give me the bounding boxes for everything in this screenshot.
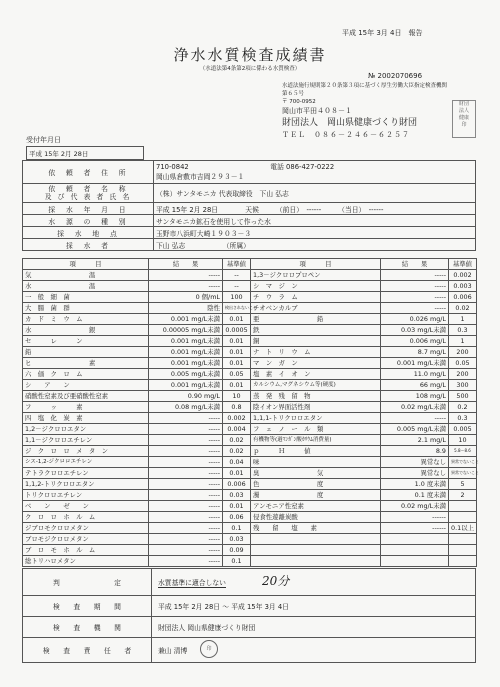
issuer-name: 財団法人 岡山県健康づくり財団 [282, 118, 418, 128]
item-name-right: 蒸 発 残 留 物 [251, 391, 381, 402]
header-result-left: 結 果 [149, 259, 223, 270]
label-water-source: 水 源 の 種 別 [23, 215, 154, 227]
row-sampling-date [23, 203, 476, 215]
item-standard-right: 0.005 [449, 424, 477, 435]
label-sampling-date: 採 水 年 月 日 [23, 203, 154, 215]
received-date-box [26, 146, 144, 160]
item-result-left: 0.001 mg/L未満 [149, 314, 223, 325]
item-result-right [381, 556, 449, 567]
item-result-right: 11.0 mg/L [381, 369, 449, 380]
item-result-left: ----- [149, 446, 223, 457]
item-standard-left: 100 [223, 292, 251, 303]
item-name-right: 濁 度 [251, 490, 381, 501]
item-result-right: 0.001 mg/L未満 [381, 358, 449, 369]
item-result-right: 異常なし [381, 468, 449, 479]
item-standard-right: 2 [449, 490, 477, 501]
item-result-left: 0.00005 mg/L未満 [149, 325, 223, 336]
header-item-left: 項 目 [23, 259, 149, 270]
item-result-left: ----- [149, 556, 223, 567]
item-standard-right: 0.003 [449, 281, 477, 292]
item-name-right [251, 534, 381, 545]
item-name-left: ヒ 素 [23, 358, 149, 369]
item-standard-left: 0.01 [223, 468, 251, 479]
table-row [23, 391, 477, 402]
item-name-right: 味 [251, 457, 381, 468]
item-name-right: 1,3－ジクロロプロペン [251, 270, 381, 281]
item-result-right: ----- [381, 303, 449, 314]
item-name-left: 1,2－ジクロロエタン [23, 424, 149, 435]
value-name: （株）サンタモニカ 代表取締役 下山 弘志 [154, 184, 476, 203]
header-item-right: 項 目 [251, 259, 381, 270]
item-result-left: ----- [149, 490, 223, 501]
item-result-left: ----- [149, 468, 223, 479]
item-result-left: 陰性 [149, 303, 223, 314]
value-water-source: サンタモニカ鉱石を使用して作った水 [154, 215, 476, 227]
item-name-left: トリクロロエチレン [23, 490, 149, 501]
table-row [23, 446, 477, 457]
item-name-left: ベ ン ゼ ン [23, 501, 149, 512]
judgment-handwritten-sign: 20分 [262, 574, 290, 588]
label-sampling-point: 採 水 地 点 [23, 227, 154, 239]
results-table [22, 258, 477, 567]
row-test-period [23, 596, 476, 617]
label-judgment: 判 定 [23, 569, 152, 596]
report-number: № 2002070696 [368, 72, 423, 80]
item-name-left: 硝酸性窒素及び亜硝酸性窒素 [23, 391, 149, 402]
item-result-right: 66 mg/L [381, 380, 449, 391]
item-standard-right: 500 [449, 391, 477, 402]
item-name-right: 1,1,1-トリクロロエタン [251, 413, 381, 424]
item-result-left: ----- [149, 534, 223, 545]
header-result-right: 結 果 [381, 259, 449, 270]
item-name-right: 有機物等(過ﾏﾝｶﾞﾝ酸ｶﾘｳﾑ消費量) [251, 435, 381, 446]
item-result-left: 0 個/mL [149, 292, 223, 303]
item-result-left: 0.005 mg/L未満 [149, 369, 223, 380]
item-name-left: 水 銀 [23, 325, 149, 336]
item-name-right: 銅 [251, 336, 381, 347]
table-row [23, 556, 477, 567]
item-result-left: ----- [149, 457, 223, 468]
item-name-left: 1,1,2-トリクロロエタン [23, 479, 149, 490]
row-sampling-point [23, 227, 476, 239]
header-standard-left: 基準値 [223, 259, 251, 270]
item-standard-right: 1 [449, 314, 477, 325]
value-test-agency: 財団法人 岡山県健康づくり財団 [152, 617, 476, 638]
item-name-right: 鉄 [251, 325, 381, 336]
row-requester-name [23, 184, 476, 203]
item-name-left: 鉛 [23, 347, 149, 358]
item-result-left: ----- [149, 435, 223, 446]
item-standard-right: 0.006 [449, 292, 477, 303]
table-row [23, 314, 477, 325]
item-name-right: フ ェ ノ ー ル 類 [251, 424, 381, 435]
item-name-right: 残 留 塩 素 [251, 523, 381, 534]
item-name-right: ｐ Ｈ 値 [251, 446, 381, 457]
item-name-left: ジ ク ロ ロ メ タ ン [23, 446, 149, 457]
item-name-left: セ レ ン [23, 336, 149, 347]
item-standard-left: 0.01 [223, 347, 251, 358]
item-result-right: 0.03 mg/L未満 [381, 325, 449, 336]
table-row [23, 369, 477, 380]
manager-seal-icon: 印 [200, 640, 218, 658]
item-name-left: 六 価 ク ロ ム [23, 369, 149, 380]
item-standard-right: 0.02 [449, 303, 477, 314]
table-row [23, 292, 477, 303]
item-name-right: ナ ト リ ウ ム [251, 347, 381, 358]
table-row [23, 413, 477, 424]
footer-table [22, 568, 476, 663]
value-address-line2: 岡山県倉敷市吉岡２９３－１ [156, 173, 245, 181]
item-result-left: 0.001 mg/L未満 [149, 358, 223, 369]
item-standard-left: 0.01 [223, 336, 251, 347]
item-result-left: ----- [149, 424, 223, 435]
value-test-period: 平成 15年 2月 28日 〜 平成 15年 3月 4日 [152, 596, 476, 617]
item-name-left: 気 温 [23, 270, 149, 281]
issuer-address: 岡山市平田４０８－１ [282, 107, 352, 115]
item-standard-left: 0.1 [223, 556, 251, 567]
item-result-right: 108 mg/L [381, 391, 449, 402]
issuer-tel: ＴＥＬ ０８６－２４６－６２５７ [282, 131, 410, 139]
item-name-right: 臭 気 [251, 468, 381, 479]
item-result-right [381, 545, 449, 556]
item-standard-left: -- [223, 281, 251, 292]
table-row [23, 358, 477, 369]
table-row [23, 325, 477, 336]
row-requester-address [23, 161, 476, 184]
item-standard-left: 0.01 [223, 358, 251, 369]
value-address [154, 161, 476, 184]
item-result-left: ----- [149, 270, 223, 281]
item-name-right [251, 545, 381, 556]
label-test-agency: 検 査 機 関 [23, 617, 152, 638]
item-standard-left: 0.02 [223, 435, 251, 446]
item-standard-right [449, 512, 477, 523]
item-name-left: テトラクロロエチレン [23, 468, 149, 479]
item-result-right: 0.005 mg/L未満 [381, 424, 449, 435]
item-name-left: 一 般 細 菌 [23, 292, 149, 303]
item-result-right: 2.1 mg/L [381, 435, 449, 446]
table-row [23, 402, 477, 413]
label-test-manager: 検 査 責 任 者 [23, 638, 152, 663]
received-date: 平成 15年 2月 28日 [27, 147, 144, 160]
table-row [23, 479, 477, 490]
item-result-left: 0.001 mg/L未満 [149, 336, 223, 347]
item-result-right: 0.1 度未満 [381, 490, 449, 501]
item-standard-left: 0.03 [223, 490, 251, 501]
item-standard-right: 0.1以上 [449, 523, 477, 534]
item-standard-left: 0.1 [223, 523, 251, 534]
item-name-left: カ ド ミ ウ ム [23, 314, 149, 325]
label-name: 依 頼 者 名 称 及 び 代 表 者 氏 名 [23, 184, 154, 203]
table-row [23, 281, 477, 292]
item-name-right: アンモニア性窒素 [251, 501, 381, 512]
row-test-agency [23, 617, 476, 638]
item-standard-left: 0.03 [223, 534, 251, 545]
item-standard-left: 0.01 [223, 380, 251, 391]
table-row [23, 457, 477, 468]
results-body [23, 270, 477, 567]
value-sampling-date: 平成 15年 2月 28日 天候 （前日） ------ （当日） ------ [154, 203, 476, 215]
item-name-left: ク ロ ロ ホ ル ム [23, 512, 149, 523]
item-standard-right: 1 [449, 336, 477, 347]
item-standard-left: 0.002 [223, 413, 251, 424]
item-name-left: ジブロモクロロメタン [23, 523, 149, 534]
received-label: 受付年月日 [26, 136, 61, 144]
item-name-left: 大 腸 菌 群 [23, 303, 149, 314]
value-address-line1: 710-0842 電話 086-427-0222 [156, 163, 335, 171]
item-standard-right: 10 [449, 435, 477, 446]
item-result-left: ----- [149, 479, 223, 490]
item-result-right: ------ [381, 512, 449, 523]
judgment-text: 水質基準に適合しない [158, 579, 226, 587]
item-standard-right: 0.3 [449, 413, 477, 424]
table-row [23, 490, 477, 501]
value-sampler: 下山 弘志 （所属） [154, 239, 476, 251]
item-result-left: ----- [149, 281, 223, 292]
table-row [23, 545, 477, 556]
issuer-registration: 水道法施行規則第２０条第３項に基づく厚生労働大臣指定検査機関第６５号 [282, 83, 448, 97]
item-standard-right [449, 545, 477, 556]
item-name-left: ブロモジクロロメタン [23, 534, 149, 545]
item-standard-right [449, 556, 477, 567]
results-header-row [23, 259, 477, 270]
item-result-right: ------ [381, 523, 449, 534]
item-name-left: 総トリハロメタン [23, 556, 149, 567]
value-judgment [152, 569, 476, 596]
item-standard-right [449, 501, 477, 512]
item-standard-right: 異常でないこと [449, 457, 477, 468]
item-result-left: ----- [149, 523, 223, 534]
item-standard-left: 0.01 [223, 501, 251, 512]
item-standard-right: 200 [449, 347, 477, 358]
item-result-left: 0.001 mg/L未満 [149, 380, 223, 391]
table-row [23, 336, 477, 347]
item-standard-left: 0.006 [223, 479, 251, 490]
item-name-right: 塩 素 イ オ ン [251, 369, 381, 380]
table-row [23, 523, 477, 534]
label-test-period: 検 査 期 間 [23, 596, 152, 617]
item-standard-right: 0.2 [449, 402, 477, 413]
item-standard-right: 5.8～8.6 [449, 446, 477, 457]
item-standard-left: 0.09 [223, 545, 251, 556]
item-result-right: 異常なし [381, 457, 449, 468]
item-name-right [251, 556, 381, 567]
row-test-manager [23, 638, 476, 663]
item-result-right: 8.9 [381, 446, 449, 457]
item-name-right: 色 度 [251, 479, 381, 490]
item-name-left: シ ア ン [23, 380, 149, 391]
item-standard-right: 0.002 [449, 270, 477, 281]
item-name-right: シ マ ジ ン [251, 281, 381, 292]
issuer-block [282, 82, 452, 140]
table-row [23, 380, 477, 391]
item-standard-right: 0.3 [449, 325, 477, 336]
item-name-right: 亜 鉛 [251, 314, 381, 325]
manager-name: 兼山 清博 [158, 647, 188, 655]
item-result-left: ----- [149, 545, 223, 556]
item-result-left: 0.001 mg/L未満 [149, 347, 223, 358]
item-standard-left: 検出されないこと [223, 303, 251, 314]
table-row [23, 435, 477, 446]
item-standard-right: 0.05 [449, 358, 477, 369]
item-result-right: 0.006 mg/L [381, 336, 449, 347]
item-name-right: 侵食性遊離炭酸 [251, 512, 381, 523]
table-row [23, 347, 477, 358]
item-result-right: ----- [381, 270, 449, 281]
item-name-left: フ ッ 素 [23, 402, 149, 413]
value-sampling-point: 玉野市八浜町大崎１９０３－３ [154, 227, 476, 239]
item-standard-left: 0.8 [223, 402, 251, 413]
item-name-right: カルシウム,マグネシウム等(硬度) [251, 380, 381, 391]
item-standard-left: 0.01 [223, 314, 251, 325]
item-result-left: 0.90 mg/L [149, 391, 223, 402]
table-row [23, 468, 477, 479]
table-row [23, 501, 477, 512]
item-result-right: 0.026 mg/L [381, 314, 449, 325]
page-subtitle: （水道法第4条第2項に係わる水質検査） [199, 66, 301, 72]
item-standard-left: -- [223, 270, 251, 281]
item-result-right: 0.02 mg/L未満 [381, 402, 449, 413]
seal-stamp: 財団 法人 健康 印 [452, 100, 476, 138]
item-result-right: 1.0 度未満 [381, 479, 449, 490]
item-result-left: 0.08 mg/L未満 [149, 402, 223, 413]
header-standard-right: 基準値 [449, 259, 477, 270]
label-sampler: 採 水 者 [23, 239, 154, 251]
item-result-right: ----- [381, 292, 449, 303]
row-sampler [23, 239, 476, 251]
item-standard-left: 0.06 [223, 512, 251, 523]
item-standard-left: 0.004 [223, 424, 251, 435]
item-standard-right: 異常でないこと [449, 468, 477, 479]
requester-table [22, 160, 476, 251]
item-name-left: 四 塩 化 炭 素 [23, 413, 149, 424]
table-row [23, 424, 477, 435]
issuer-postal: 〒 700-0952 [282, 99, 316, 105]
row-water-source [23, 215, 476, 227]
item-standard-right: 200 [449, 369, 477, 380]
table-row [23, 512, 477, 523]
table-row [23, 303, 477, 314]
item-result-right [381, 534, 449, 545]
item-name-left: 1,1－ジクロロエチレン [23, 435, 149, 446]
item-standard-left: 0.04 [223, 457, 251, 468]
item-name-right: チ ウ ラ ム [251, 292, 381, 303]
item-result-left: ----- [149, 512, 223, 523]
label-address: 依 頼 者 住 所 [23, 161, 154, 184]
item-name-left: シス-1,2-ジクロロエチレン [23, 457, 149, 468]
value-test-manager [152, 638, 476, 663]
item-name-right: マ ン ガ ン [251, 358, 381, 369]
item-name-right: チオベンカルブ [251, 303, 381, 314]
item-standard-left: 10 [223, 391, 251, 402]
item-result-left: ----- [149, 501, 223, 512]
item-result-right: 0.02 mg/L未満 [381, 501, 449, 512]
item-result-right: ----- [381, 413, 449, 424]
item-name-left: ブ ロ モ ホ ル ム [23, 545, 149, 556]
row-judgment [23, 569, 476, 596]
item-name-left: 水 温 [23, 281, 149, 292]
item-result-left: ----- [149, 413, 223, 424]
item-name-right: 陰イオン界面活性剤 [251, 402, 381, 413]
report-date: 平成 15年 3月 4日 報告 [342, 29, 423, 37]
item-standard-right [449, 534, 477, 545]
item-standard-right: 300 [449, 380, 477, 391]
item-standard-right: 5 [449, 479, 477, 490]
table-row [23, 534, 477, 545]
item-standard-left: 0.0005 [223, 325, 251, 336]
item-standard-left: 0.05 [223, 369, 251, 380]
item-result-right: 8.7 mg/L [381, 347, 449, 358]
item-standard-left: 0.02 [223, 446, 251, 457]
item-result-right: ----- [381, 281, 449, 292]
page-title: 浄水水質検査成績書 [173, 46, 327, 64]
table-row [23, 270, 477, 281]
